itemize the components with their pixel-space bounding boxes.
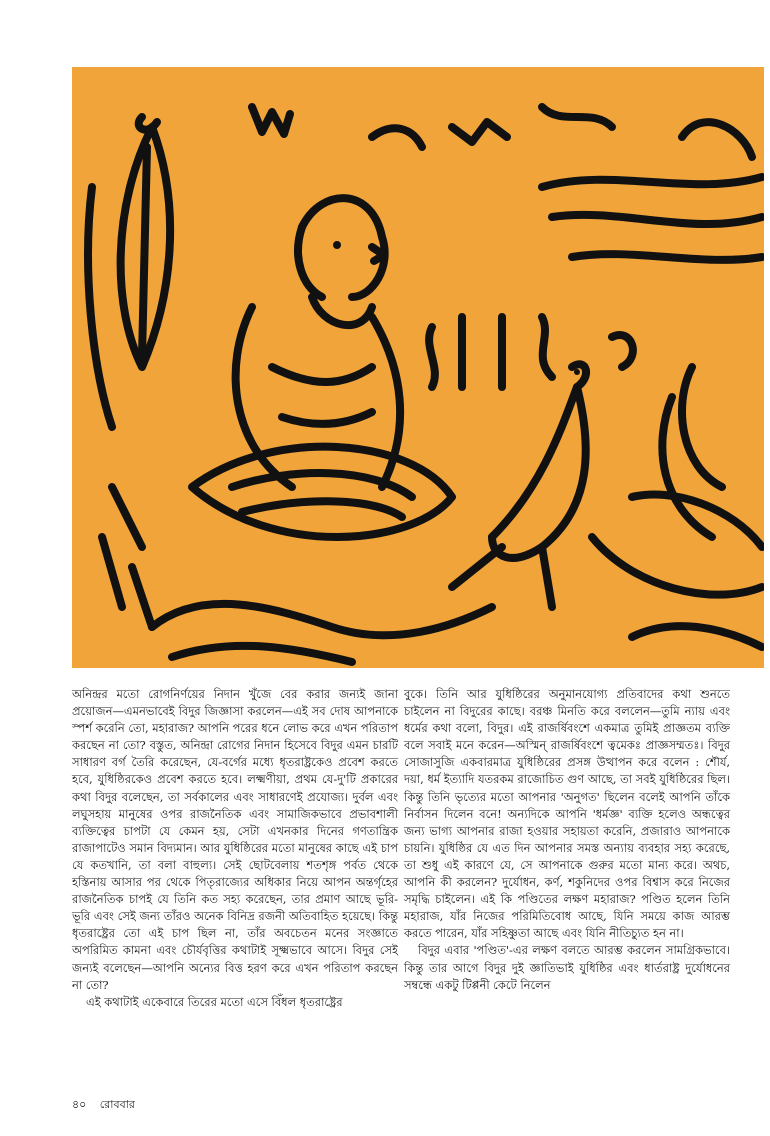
article-paragraph: বিদুর এবার 'পণ্ডিত'-এর লক্ষণ বলতে আরম্ভ করলেন সামগ্রিকভাবে। কিন্তু তার আগে বিদুর দুই জ্ঞাতিভাই যুধিষ্ঠির এবং ধার্তরাষ্ট্র দুর্যোধনের সম্বন্ধে একটু টিপ্পনী কেটে নিলেন	[404, 943, 730, 992]
article-column-right	[404, 686, 730, 994]
article-paragraph: বুকে। তিনি আর যুধিষ্ঠিরের অনুমানযোগ্য প্রতিবাদের কথা শুনতে চাইলেন না বিদুরের কাছে। বরঞ্চ মিনতি করে বললেন—তুমি ন্যায় এবং ধর্মের কথা বলো, বিদুর। এই রাজর্ষিবংশে একমাত্র তুমিই প্রাজ্ঞতম ব্যক্তি বলে সবাই মনে করেন—অস্মিন্ রাজর্ষিবংশে ত্বমেকঃ প্রাজ্ঞসম্মতঃ। বিদুর সোজাসুজি একবারমাত্র যুধিষ্ঠিরের প্রসঙ্গ উত্থাপন করে বলেন : শৌর্য, দয়া, ধর্ম ইত্যাদি যতরকম রাজোচিত গুণ আছে, তা সবই যুধিষ্ঠিরের ছিল। কিন্তু তিনি ভৃত্যের মতো আপনার 'অনুগত' ছিলেন বলেই আপনি তাঁকে নির্বাসন দিলেন বনে! অন্যদিকে আপনি 'ধর্মজ্ঞ' ব্যক্তি হলেও অন্ধত্বের জন্য ভাগ্য আপনার রাজা হওয়ার সহায়তা করেনি, প্রজারাও আপনাকে চায়নি। যুধিষ্ঠির যে এত দিন আপনার সমস্ত অন্যায় ব্যবহার সহ্য করেছে, তা শুধু এই কারণে যে, সে আপনাকে গুরুর মতো মান্য করে। অথচ, আপনি কী করলেন? দুর্যোধন, কর্ণ, শকুনিদের ওপর বিশ্বাস করে নিজের সমৃদ্ধি চাইলেন। এই কি পণ্ডিতের লক্ষণ মহারাজ? পণ্ডিত হলেন তিনি মহারাজ, যাঁর নিজের পরিমিতিবোধ আছে, যিনি সময়ে কাজ আরম্ভ করতে পারেন, যাঁর সহিষ্ণুতা আছে এবং যিনি নীতিচ্যুত হন না।	[404, 687, 730, 941]
page-number: ৪০	[72, 1098, 87, 1111]
article-paragraph: এই কথাটাই একেবারে তিরের মতো এসে বিঁধল ধৃতরাষ্ট্রের	[86, 994, 343, 1009]
article-illustration	[72, 67, 764, 668]
magazine-name: রোববার	[99, 1098, 135, 1111]
article-paragraph: অনিন্দ্রর মতো রোগনির্ণয়ের নিদান খুঁজে বের করার জন্যই জানা প্রয়োজন—এমনভাবেই বিদুর জিজ্ঞাসা করলেন—এই সব দোষ আপনাকে স্পর্শ করেনি তো, মহারাজ? আপনি পরের ধনে লোভ করে এখন পরিতাপ করছেন না তো? বস্তুত, অনিন্দ্রা রোগের নিদান হিসেবে বিদুর এমন চারটি সাধারণ বর্গ তৈরি করেছেন, যে-বর্গের মধ্যে ধৃতরাষ্ট্রকেও প্রবেশ করতে হবে, যুধিষ্ঠিরকেও প্রবেশ করতে হবে। লক্ষ্মণীয়া, প্রথম যে-দু'টি প্রকারের কথা বিদুর বলেছেন, তা সর্বকালের এবং সাধারণেই প্রযোজ্য। দুর্বল এবং লঘুসহায় মানুষের ওপর রাজনৈতিক এবং সামাজিকভাবে প্রভাবশালী ব্যক্তিত্বের চাপটা যে কেমন হয়, সেটা এখনকার দিনের গণতান্ত্রিক রাজাপাটেও সমান বিদ্যমান। আর যুধিষ্ঠিরের মতো মানুষের কাছে এই চাপ যে কতখানি, তা বলা বাহুল্য। সেই ছোটবেলায় শতশৃঙ্গ পর্বত থেকে হস্তিনায় আসার পর থেকে পিতৃরাজ্যের অধিকার নিয়ে আপন অন্তর্গৃহের রাজনৈতিক চাপই যে তিনি কত সহ্য করেছেন, তার প্রমাণ আছে ভূরি-ভূরি এবং সেই জন্য তাঁরও অনেক বিনিদ্র রজনী অতিবাহিত হয়েছে। কিন্তু ধৃতরাষ্ট্রের তো এই চাপ ছিল না, তাঁর অবচেতন মনের সংজ্ঞাতে অপরিমিত কামনা এবং চৌর্যবৃত্তির কথাটাই সূক্ষ্মভাবে আসে। বিদুর সেই জন্যই বলেছেন—আপনি অন্যের বিত্ত হরণ করে এখন পরিতাপ করছেন না তো?	[72, 687, 398, 992]
page-footer	[72, 1096, 135, 1115]
ink-brush-drawing	[72, 67, 764, 668]
article-column-left	[72, 686, 398, 1011]
